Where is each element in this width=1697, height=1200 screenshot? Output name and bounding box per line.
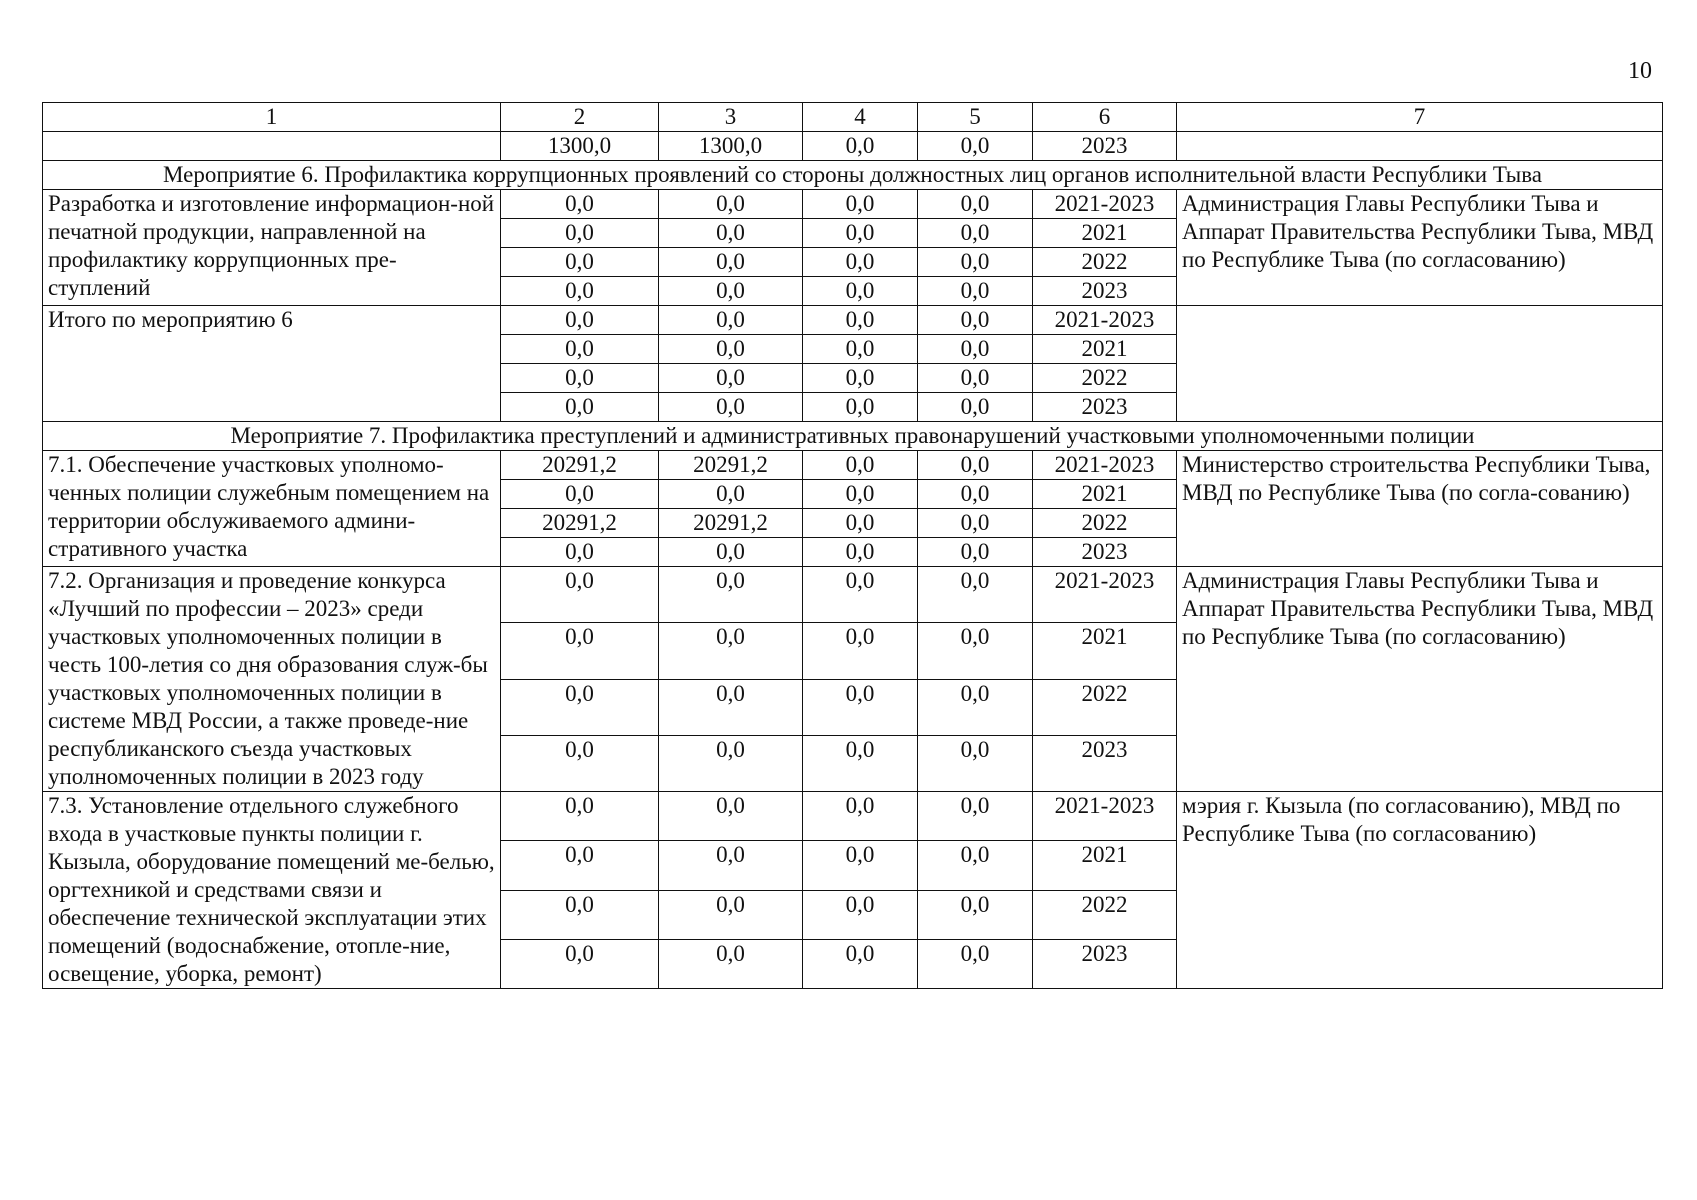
amount-cell: 0,0 <box>803 841 918 890</box>
amount-cell: 0,0 <box>659 679 803 735</box>
amount-cell: 0,0 <box>659 792 803 841</box>
amount-cell: 0,0 <box>918 939 1033 988</box>
section-title: Мероприятие 6. Профилактика коррупционных проявлений со стороны должностных лиц органов исполнительной власти Республики Тыва <box>43 161 1663 190</box>
amount-cell: 0,0 <box>803 393 918 422</box>
total-value-cell: 0,0 <box>803 132 918 161</box>
section-row <box>43 161 1663 190</box>
activity-description: Разработка и изготовление информацион-ной печатной продукции, направленной на профилактику коррупционных пре-ступлений <box>43 190 501 306</box>
header-cell: 1 <box>43 103 501 132</box>
table-row <box>43 451 1663 480</box>
amount-cell: 0,0 <box>918 567 1033 623</box>
amount-cell: 0,0 <box>501 277 659 306</box>
amount-cell: 0,0 <box>501 567 659 623</box>
period-cell: 2023 <box>1033 277 1177 306</box>
amount-cell: 0,0 <box>501 792 659 841</box>
amount-cell: 0,0 <box>918 792 1033 841</box>
amount-cell: 0,0 <box>803 480 918 509</box>
page-number: 10 <box>1628 58 1652 84</box>
amount-cell: 0,0 <box>803 190 918 219</box>
period-cell: 2021-2023 <box>1033 567 1177 623</box>
amount-cell: 0,0 <box>659 364 803 393</box>
header-cell: 6 <box>1033 103 1177 132</box>
amount-cell: 0,0 <box>501 393 659 422</box>
amount-cell: 0,0 <box>918 306 1033 335</box>
period-cell: 2021 <box>1033 219 1177 248</box>
amount-cell: 0,0 <box>918 735 1033 791</box>
responsible-executor <box>1177 306 1663 422</box>
table-row <box>43 792 1663 841</box>
amount-cell: 0,0 <box>918 841 1033 890</box>
amount-cell: 0,0 <box>501 480 659 509</box>
period-cell: 2021-2023 <box>1033 190 1177 219</box>
amount-cell: 0,0 <box>918 364 1033 393</box>
amount-cell: 0,0 <box>918 393 1033 422</box>
amount-cell: 0,0 <box>803 792 918 841</box>
amount-cell: 0,0 <box>803 509 918 538</box>
header-cell: 5 <box>918 103 1033 132</box>
responsible-executor: Администрация Главы Республики Тыва и Аппарат Правительства Республики Тыва, МВД по Республике Тыва (по согласованию) <box>1177 190 1663 306</box>
amount-cell: 0,0 <box>659 219 803 248</box>
amount-cell: 0,0 <box>501 364 659 393</box>
period-cell: 2021-2023 <box>1033 451 1177 480</box>
table-row <box>43 306 1663 335</box>
period-cell: 2022 <box>1033 248 1177 277</box>
amount-cell: 0,0 <box>803 277 918 306</box>
amount-cell: 0,0 <box>918 679 1033 735</box>
activity-description: 7.2. Организация и проведение конкурса «Лучший по профессии – 2023» среди участковых уполномоченных полиции в честь 100-летия со дня образования служ-бы участковых уполномоченных полиции в системе МВД России, а также проведе-ние республиканского съезда участковых уполномоченных полиции в 2023 году <box>43 567 501 792</box>
period-cell: 2023 <box>1033 393 1177 422</box>
header-cell: 3 <box>659 103 803 132</box>
responsible-executor: Администрация Главы Республики Тыва и Аппарат Правительства Республики Тыва, МВД по Республике Тыва (по согласованию) <box>1177 567 1663 792</box>
activity-description: 7.3. Установление отдельного служебного входа в участковые пункты полиции г. Кызыла, оборудование помещений ме-белью, оргтехникой и средствами связи и обеспечение технической эксплуатации этих помещений (водоснабжение, отопле-ние, освещение, уборка, ремонт) <box>43 792 501 989</box>
period-cell: 2022 <box>1033 679 1177 735</box>
total-responsible-cell <box>1177 132 1663 161</box>
amount-cell: 0,0 <box>501 623 659 679</box>
program-table <box>42 102 1663 989</box>
amount-cell: 0,0 <box>501 735 659 791</box>
amount-cell: 0,0 <box>659 841 803 890</box>
period-cell: 2023 <box>1033 538 1177 567</box>
amount-cell: 20291,2 <box>659 451 803 480</box>
amount-cell: 0,0 <box>659 306 803 335</box>
amount-cell: 0,0 <box>918 509 1033 538</box>
amount-cell: 0,0 <box>803 939 918 988</box>
amount-cell: 0,0 <box>918 890 1033 939</box>
total-value-cell: 0,0 <box>918 132 1033 161</box>
amount-cell: 0,0 <box>659 480 803 509</box>
amount-cell: 0,0 <box>918 248 1033 277</box>
amount-cell: 0,0 <box>918 480 1033 509</box>
period-cell: 2021 <box>1033 623 1177 679</box>
period-cell: 2021-2023 <box>1033 792 1177 841</box>
amount-cell: 0,0 <box>501 335 659 364</box>
amount-cell: 0,0 <box>803 623 918 679</box>
amount-cell: 0,0 <box>803 567 918 623</box>
total-row <box>43 132 1663 161</box>
amount-cell: 0,0 <box>501 248 659 277</box>
header-cell: 7 <box>1177 103 1663 132</box>
amount-cell: 0,0 <box>803 890 918 939</box>
period-cell: 2021 <box>1033 335 1177 364</box>
amount-cell: 0,0 <box>659 190 803 219</box>
amount-cell: 0,0 <box>803 364 918 393</box>
total-value-cell: 1300,0 <box>659 132 803 161</box>
section-title: Мероприятие 7. Профилактика преступлений и административных правонарушений участковыми уполномоченными полиции <box>43 422 1663 451</box>
amount-cell: 0,0 <box>918 335 1033 364</box>
amount-cell: 0,0 <box>659 890 803 939</box>
amount-cell: 0,0 <box>659 538 803 567</box>
amount-cell: 0,0 <box>501 939 659 988</box>
period-cell: 2022 <box>1033 509 1177 538</box>
amount-cell: 0,0 <box>918 538 1033 567</box>
amount-cell: 0,0 <box>803 451 918 480</box>
total-value-cell: 1300,0 <box>501 132 659 161</box>
period-cell: 2021 <box>1033 841 1177 890</box>
activity-description: Итого по мероприятию 6 <box>43 306 501 422</box>
header-cell: 2 <box>501 103 659 132</box>
amount-cell: 0,0 <box>659 623 803 679</box>
amount-cell: 0,0 <box>918 451 1033 480</box>
amount-cell: 0,0 <box>659 393 803 422</box>
amount-cell: 0,0 <box>659 335 803 364</box>
amount-cell: 0,0 <box>501 679 659 735</box>
amount-cell: 0,0 <box>803 679 918 735</box>
period-cell: 2023 <box>1033 735 1177 791</box>
total-value-cell: 2023 <box>1033 132 1177 161</box>
amount-cell: 0,0 <box>501 219 659 248</box>
period-cell: 2022 <box>1033 890 1177 939</box>
amount-cell: 0,0 <box>501 190 659 219</box>
table-row <box>43 567 1663 623</box>
amount-cell: 0,0 <box>918 219 1033 248</box>
amount-cell: 20291,2 <box>501 451 659 480</box>
amount-cell: 0,0 <box>803 248 918 277</box>
amount-cell: 0,0 <box>501 841 659 890</box>
amount-cell: 0,0 <box>918 277 1033 306</box>
period-cell: 2021-2023 <box>1033 306 1177 335</box>
amount-cell: 0,0 <box>501 306 659 335</box>
amount-cell: 0,0 <box>918 190 1033 219</box>
amount-cell: 0,0 <box>501 538 659 567</box>
amount-cell: 0,0 <box>803 219 918 248</box>
amount-cell: 20291,2 <box>501 509 659 538</box>
amount-cell: 0,0 <box>659 567 803 623</box>
amount-cell: 0,0 <box>918 623 1033 679</box>
total-label-cell <box>43 132 501 161</box>
section-row <box>43 422 1663 451</box>
amount-cell: 0,0 <box>659 735 803 791</box>
period-cell: 2022 <box>1033 364 1177 393</box>
amount-cell: 0,0 <box>803 306 918 335</box>
amount-cell: 0,0 <box>803 538 918 567</box>
period-cell: 2023 <box>1033 939 1177 988</box>
period-cell: 2021 <box>1033 480 1177 509</box>
responsible-executor: мэрия г. Кызыла (по согласованию), МВД по Республике Тыва (по согласованию) <box>1177 792 1663 989</box>
amount-cell: 0,0 <box>803 735 918 791</box>
activity-description: 7.1. Обеспечение участковых уполномо-ченных полиции служебным помещением на территории обслуживаемого админи-стративного участка <box>43 451 501 567</box>
table-row <box>43 190 1663 219</box>
responsible-executor: Министерство строительства Республики Тыва, МВД по Республике Тыва (по согла-сованию) <box>1177 451 1663 567</box>
amount-cell: 0,0 <box>803 335 918 364</box>
header-cell: 4 <box>803 103 918 132</box>
header-row <box>43 103 1663 132</box>
amount-cell: 0,0 <box>659 939 803 988</box>
amount-cell: 0,0 <box>659 277 803 306</box>
amount-cell: 0,0 <box>659 248 803 277</box>
amount-cell: 0,0 <box>501 890 659 939</box>
amount-cell: 20291,2 <box>659 509 803 538</box>
